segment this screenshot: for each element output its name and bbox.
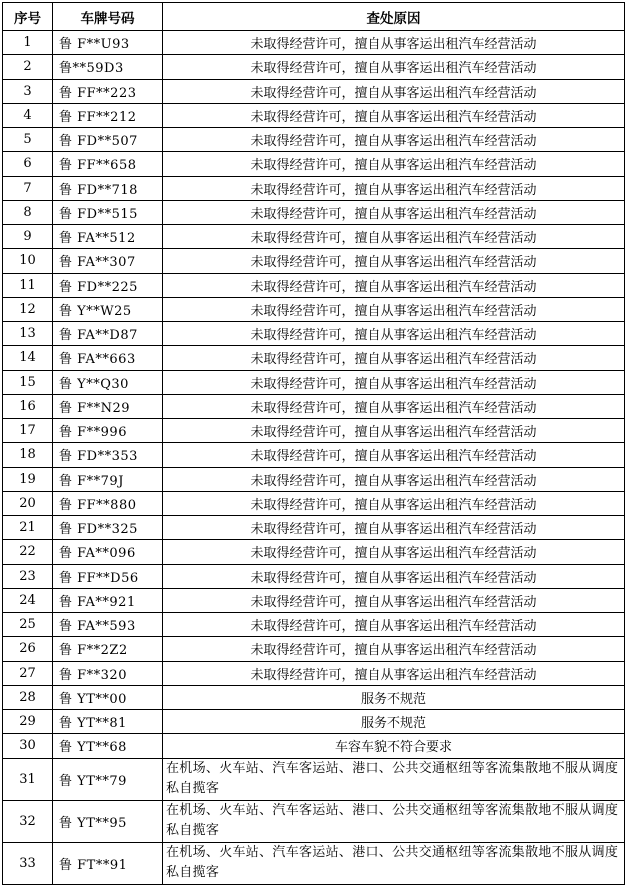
row-serial-no: 29 bbox=[3, 710, 53, 734]
row-reason: 未取得经营许可，擅自从事客运出租汽车经营活动 bbox=[163, 297, 625, 321]
row-plate-number: 鲁 YT**00 bbox=[53, 685, 163, 709]
table-row bbox=[3, 273, 625, 297]
row-reason: 未取得经营许可，擅自从事客运出租汽车经营活动 bbox=[163, 249, 625, 273]
row-serial-no: 8 bbox=[3, 200, 53, 224]
row-reason: 未取得经营许可，擅自从事客运出租汽车经营活动 bbox=[163, 79, 625, 103]
row-plate-number: 鲁 FD**325 bbox=[53, 516, 163, 540]
row-plate-number: 鲁 FF**212 bbox=[53, 103, 163, 127]
table-row bbox=[3, 734, 625, 758]
table-row bbox=[3, 346, 625, 370]
table-row bbox=[3, 800, 625, 842]
row-plate-number: 鲁 FF**658 bbox=[53, 152, 163, 176]
row-reason: 未取得经营许可，擅自从事客运出租汽车经营活动 bbox=[163, 176, 625, 200]
table-row bbox=[3, 249, 625, 273]
row-reason: 在机场、火车站、汽车客运站、港口、公共交通枢纽等客流集散地不服从调度私自揽客 bbox=[163, 758, 625, 800]
row-plate-number: 鲁 FA**096 bbox=[53, 540, 163, 564]
row-plate-number: 鲁 YT**79 bbox=[53, 758, 163, 800]
row-plate-number: 鲁 FD**515 bbox=[53, 200, 163, 224]
row-serial-no: 21 bbox=[3, 516, 53, 540]
row-reason: 未取得经营许可，擅自从事客运出租汽车经营活动 bbox=[163, 443, 625, 467]
row-serial-no: 18 bbox=[3, 443, 53, 467]
row-serial-no: 3 bbox=[3, 79, 53, 103]
table-row bbox=[3, 419, 625, 443]
row-serial-no: 15 bbox=[3, 370, 53, 394]
table-row bbox=[3, 443, 625, 467]
row-serial-no: 33 bbox=[3, 842, 53, 884]
row-serial-no: 6 bbox=[3, 152, 53, 176]
row-serial-no: 23 bbox=[3, 564, 53, 588]
row-serial-no: 7 bbox=[3, 176, 53, 200]
row-serial-no: 17 bbox=[3, 419, 53, 443]
row-reason: 未取得经营许可，擅自从事客运出租汽车经营活动 bbox=[163, 273, 625, 297]
row-reason: 未取得经营许可，擅自从事客运出租汽车经营活动 bbox=[163, 637, 625, 661]
row-plate-number: 鲁 YT**95 bbox=[53, 800, 163, 842]
row-serial-no: 10 bbox=[3, 249, 53, 273]
table-row bbox=[3, 152, 625, 176]
row-serial-no: 13 bbox=[3, 322, 53, 346]
table-row bbox=[3, 661, 625, 685]
row-reason: 未取得经营许可，擅自从事客运出租汽车经营活动 bbox=[163, 31, 625, 55]
row-plate-number: 鲁 FT**91 bbox=[53, 842, 163, 884]
row-reason: 未取得经营许可，擅自从事客运出租汽车经营活动 bbox=[163, 564, 625, 588]
row-reason: 未取得经营许可，擅自从事客运出租汽车经营活动 bbox=[163, 322, 625, 346]
row-plate-number: 鲁 F**79J bbox=[53, 467, 163, 491]
row-serial-no: 2 bbox=[3, 55, 53, 79]
row-serial-no: 20 bbox=[3, 491, 53, 515]
row-serial-no: 22 bbox=[3, 540, 53, 564]
row-serial-no: 4 bbox=[3, 103, 53, 127]
table-row bbox=[3, 842, 625, 884]
row-reason: 未取得经营许可，擅自从事客运出租汽车经营活动 bbox=[163, 661, 625, 685]
row-reason: 车容车貌不符合要求 bbox=[163, 734, 625, 758]
row-serial-no: 24 bbox=[3, 588, 53, 612]
table-row bbox=[3, 540, 625, 564]
table-row bbox=[3, 467, 625, 491]
row-serial-no: 25 bbox=[3, 613, 53, 637]
row-plate-number: 鲁 FD**225 bbox=[53, 273, 163, 297]
row-reason: 未取得经营许可，擅自从事客运出租汽车经营活动 bbox=[163, 491, 625, 515]
table-row bbox=[3, 79, 625, 103]
row-reason: 未取得经营许可，擅自从事客运出租汽车经营活动 bbox=[163, 346, 625, 370]
table-row bbox=[3, 394, 625, 418]
row-serial-no: 31 bbox=[3, 758, 53, 800]
row-plate-number: 鲁**59D3 bbox=[53, 55, 163, 79]
table-row bbox=[3, 297, 625, 321]
table-row bbox=[3, 225, 625, 249]
row-plate-number: 鲁 FF**223 bbox=[53, 79, 163, 103]
row-serial-no: 27 bbox=[3, 661, 53, 685]
table-row bbox=[3, 758, 625, 800]
table-row bbox=[3, 103, 625, 127]
row-plate-number: 鲁 Y**Q30 bbox=[53, 370, 163, 394]
table-row bbox=[3, 128, 625, 152]
row-plate-number: 鲁 F**U93 bbox=[53, 31, 163, 55]
row-serial-no: 14 bbox=[3, 346, 53, 370]
row-serial-no: 12 bbox=[3, 297, 53, 321]
table-header-row bbox=[3, 3, 625, 31]
header-plate-number: 车牌号码 bbox=[53, 3, 163, 31]
row-reason: 在机场、火车站、汽车客运站、港口、公共交通枢纽等客流集散地不服从调度私自揽客 bbox=[163, 842, 625, 884]
row-plate-number: 鲁 FF**D56 bbox=[53, 564, 163, 588]
row-reason: 服务不规范 bbox=[163, 685, 625, 709]
row-serial-no: 28 bbox=[3, 685, 53, 709]
row-plate-number: 鲁 FA**307 bbox=[53, 249, 163, 273]
row-reason: 未取得经营许可，擅自从事客运出租汽车经营活动 bbox=[163, 128, 625, 152]
row-plate-number: 鲁 YT**68 bbox=[53, 734, 163, 758]
row-serial-no: 9 bbox=[3, 225, 53, 249]
table-row bbox=[3, 176, 625, 200]
table-row bbox=[3, 685, 625, 709]
row-plate-number: 鲁 FA**593 bbox=[53, 613, 163, 637]
row-plate-number: 鲁 FF**880 bbox=[53, 491, 163, 515]
row-serial-no: 30 bbox=[3, 734, 53, 758]
row-reason: 未取得经营许可，擅自从事客运出租汽车经营活动 bbox=[163, 394, 625, 418]
row-serial-no: 26 bbox=[3, 637, 53, 661]
table-row bbox=[3, 55, 625, 79]
violations-table bbox=[2, 2, 625, 885]
row-serial-no: 16 bbox=[3, 394, 53, 418]
row-plate-number: 鲁 FD**507 bbox=[53, 128, 163, 152]
row-reason: 未取得经营许可，擅自从事客运出租汽车经营活动 bbox=[163, 55, 625, 79]
table-row bbox=[3, 588, 625, 612]
row-reason: 在机场、火车站、汽车客运站、港口、公共交通枢纽等客流集散地不服从调度私自揽客 bbox=[163, 800, 625, 842]
row-reason: 服务不规范 bbox=[163, 710, 625, 734]
table-row bbox=[3, 710, 625, 734]
row-reason: 未取得经营许可，擅自从事客运出租汽车经营活动 bbox=[163, 516, 625, 540]
header-serial-no: 序号 bbox=[3, 3, 53, 31]
row-plate-number: 鲁 F**996 bbox=[53, 419, 163, 443]
header-reason: 查处原因 bbox=[163, 3, 625, 31]
row-serial-no: 19 bbox=[3, 467, 53, 491]
row-plate-number: 鲁 FD**353 bbox=[53, 443, 163, 467]
row-serial-no: 11 bbox=[3, 273, 53, 297]
table-row bbox=[3, 31, 625, 55]
row-reason: 未取得经营许可，擅自从事客运出租汽车经营活动 bbox=[163, 225, 625, 249]
row-reason: 未取得经营许可，擅自从事客运出租汽车经营活动 bbox=[163, 613, 625, 637]
table-row bbox=[3, 637, 625, 661]
row-serial-no: 1 bbox=[3, 31, 53, 55]
row-plate-number: 鲁 FA**512 bbox=[53, 225, 163, 249]
row-plate-number: 鲁 F**N29 bbox=[53, 394, 163, 418]
row-reason: 未取得经营许可，擅自从事客运出租汽车经营活动 bbox=[163, 540, 625, 564]
row-plate-number: 鲁 FA**663 bbox=[53, 346, 163, 370]
row-reason: 未取得经营许可，擅自从事客运出租汽车经营活动 bbox=[163, 419, 625, 443]
table-row bbox=[3, 322, 625, 346]
row-plate-number: 鲁 YT**81 bbox=[53, 710, 163, 734]
table-row bbox=[3, 613, 625, 637]
row-serial-no: 5 bbox=[3, 128, 53, 152]
row-reason: 未取得经营许可，擅自从事客运出租汽车经营活动 bbox=[163, 200, 625, 224]
row-plate-number: 鲁 FA**921 bbox=[53, 588, 163, 612]
row-plate-number: 鲁 FA**D87 bbox=[53, 322, 163, 346]
row-plate-number: 鲁 F**2Z2 bbox=[53, 637, 163, 661]
row-reason: 未取得经营许可，擅自从事客运出租汽车经营活动 bbox=[163, 103, 625, 127]
table-row bbox=[3, 491, 625, 515]
row-plate-number: 鲁 Y**W25 bbox=[53, 297, 163, 321]
row-reason: 未取得经营许可，擅自从事客运出租汽车经营活动 bbox=[163, 588, 625, 612]
table-row bbox=[3, 200, 625, 224]
table-row bbox=[3, 516, 625, 540]
table-row bbox=[3, 564, 625, 588]
table-row bbox=[3, 370, 625, 394]
row-reason: 未取得经营许可，擅自从事客运出租汽车经营活动 bbox=[163, 467, 625, 491]
row-serial-no: 32 bbox=[3, 800, 53, 842]
row-plate-number: 鲁 FD**718 bbox=[53, 176, 163, 200]
row-plate-number: 鲁 F**320 bbox=[53, 661, 163, 685]
row-reason: 未取得经营许可，擅自从事客运出租汽车经营活动 bbox=[163, 370, 625, 394]
row-reason: 未取得经营许可，擅自从事客运出租汽车经营活动 bbox=[163, 152, 625, 176]
